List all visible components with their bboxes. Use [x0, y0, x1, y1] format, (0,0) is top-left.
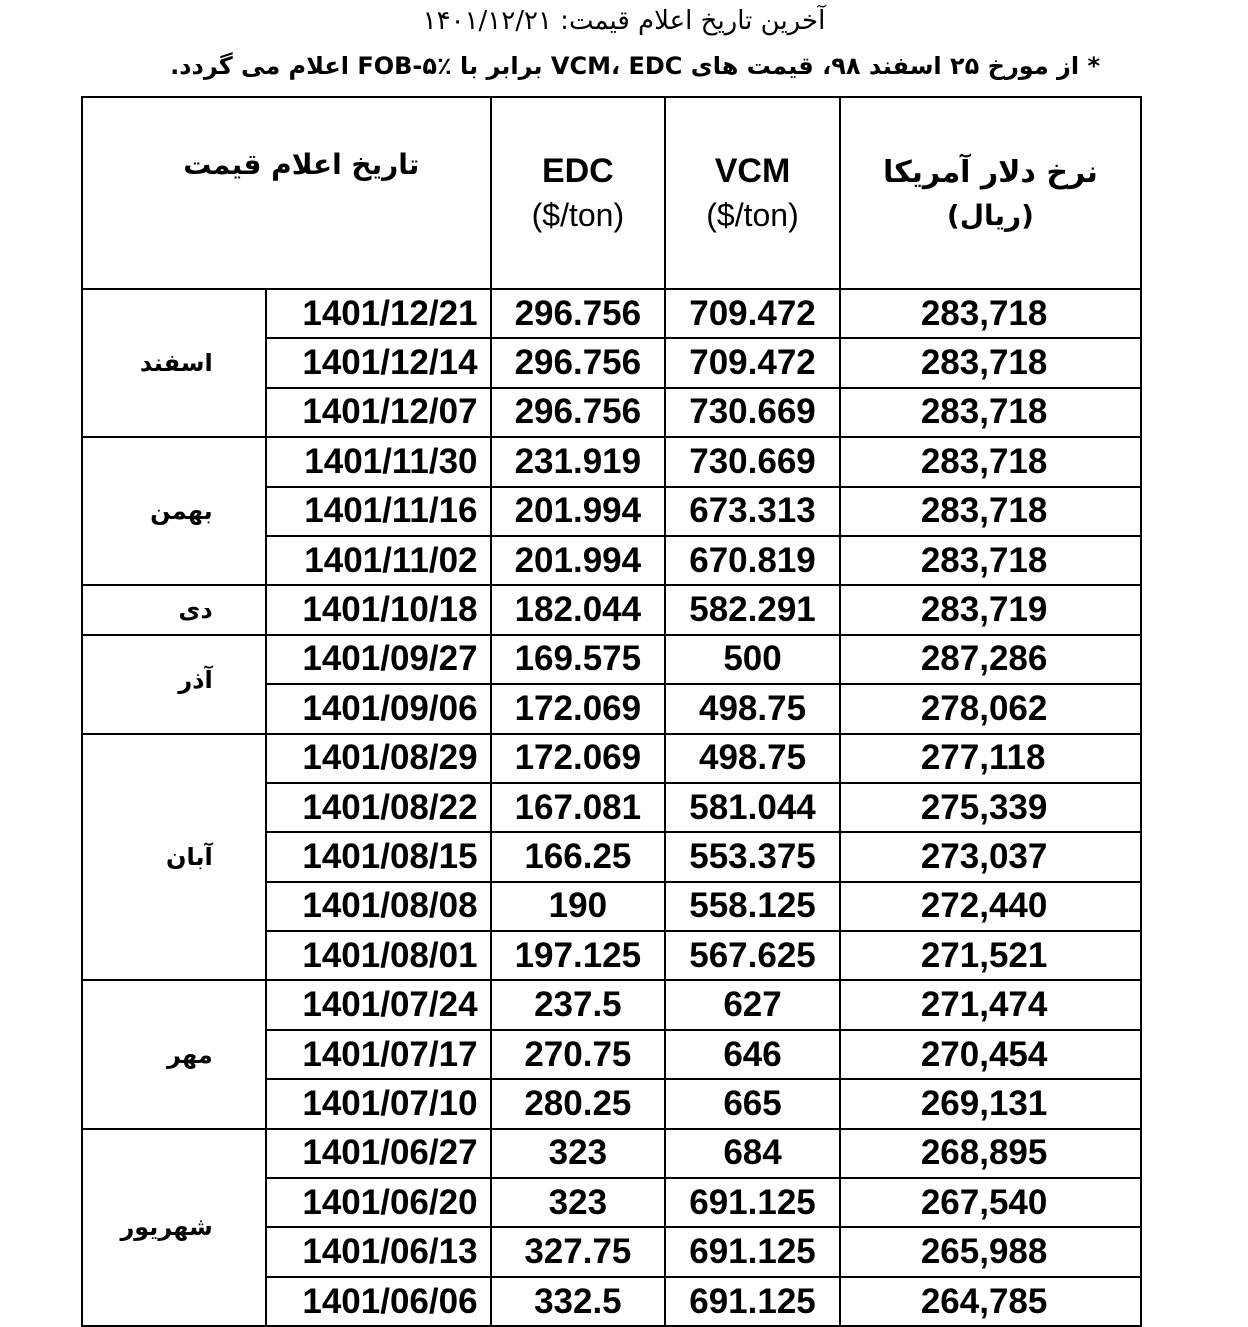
usd-header-title: نرخ دلار آمریکا — [882, 155, 1098, 190]
table-row — [82, 585, 1141, 634]
vcm-price: 673.313 — [665, 487, 840, 536]
announcement-date: 1401/08/29 — [266, 734, 491, 783]
usd-rate: 269,131 — [840, 1079, 1141, 1128]
vcm-price: 691.125 — [665, 1227, 840, 1276]
vcm-price: 581.044 — [665, 783, 840, 832]
announcement-date: 1401/08/15 — [266, 832, 491, 881]
vcm-price: 646 — [665, 1030, 840, 1079]
usd-rate: 267,540 — [840, 1178, 1141, 1227]
edc-price: 201.994 — [491, 487, 666, 536]
usd-rate: 283,718 — [840, 338, 1141, 387]
edc-price: 172.069 — [491, 734, 666, 783]
edc-price: 182.044 — [491, 585, 666, 634]
usd-rate: 277,118 — [840, 734, 1141, 783]
vcm-price: 665 — [665, 1079, 840, 1128]
edc-price: 270.75 — [491, 1030, 666, 1079]
usd-rate: 265,988 — [840, 1227, 1141, 1276]
announcement-date: 1401/11/02 — [266, 536, 491, 585]
vcm-price: 567.625 — [665, 931, 840, 980]
announcement-date: 1401/08/01 — [266, 931, 491, 980]
page-title: آخرین تاریخ اعلام قیمت: ۱۴۰۱/۱۲/۲۱ — [422, 6, 826, 36]
vcm-price: 709.472 — [665, 338, 840, 387]
usd-rate: 283,718 — [840, 437, 1141, 486]
usd-rate: 275,339 — [840, 783, 1141, 832]
usd-rate: 271,474 — [840, 980, 1141, 1029]
edc-price: 166.25 — [491, 832, 666, 881]
vcm-price: 709.472 — [665, 289, 840, 338]
announcement-date: 1401/12/07 — [266, 388, 491, 437]
edc-price: 332.5 — [491, 1277, 666, 1326]
table-row — [82, 734, 1141, 783]
month-label: دی — [82, 585, 266, 634]
vcm-price: 691.125 — [665, 1277, 840, 1326]
usd-rate: 283,718 — [840, 536, 1141, 585]
usd-rate: 271,521 — [840, 931, 1141, 980]
price-table-body — [82, 97, 1141, 1326]
edc-price: 231.919 — [491, 437, 666, 486]
usd-rate: 283,718 — [840, 388, 1141, 437]
vcm-price: 498.75 — [665, 684, 840, 733]
announcement-date: 1401/08/22 — [266, 783, 491, 832]
edc-header-name: EDC — [541, 152, 614, 190]
edc-price: 296.756 — [491, 388, 666, 437]
edc-price: 237.5 — [491, 980, 666, 1029]
edc-price: 296.756 — [491, 338, 666, 387]
announcement-date: 1401/06/06 — [266, 1277, 491, 1326]
edc-price: 172.069 — [491, 684, 666, 733]
usd-rate-column-header — [840, 97, 1141, 289]
vcm-price: 498.75 — [665, 734, 840, 783]
month-label: آبان — [82, 734, 266, 981]
usd-rate: 264,785 — [840, 1277, 1141, 1326]
vcm-price: 684 — [665, 1129, 840, 1178]
vcm-price: 500 — [665, 635, 840, 684]
table-row — [82, 437, 1141, 486]
vcm-price: 691.125 — [665, 1178, 840, 1227]
announcement-date: 1401/06/27 — [266, 1129, 491, 1178]
table-row — [82, 1129, 1141, 1178]
vcm-price: 730.669 — [665, 388, 840, 437]
announcement-date: 1401/06/20 — [266, 1178, 491, 1227]
announcement-date: 1401/09/27 — [266, 635, 491, 684]
announcement-date: 1401/10/18 — [266, 585, 491, 634]
usd-rate: 268,895 — [840, 1129, 1141, 1178]
edc-price: 327.75 — [491, 1227, 666, 1276]
date-column-header: تاریخ اعلام قیمت — [82, 97, 491, 289]
usd-rate: 283,719 — [840, 585, 1141, 634]
price-table — [81, 96, 1142, 1327]
vcm-price: 670.819 — [665, 536, 840, 585]
announcement-date: 1401/11/30 — [266, 437, 491, 486]
edc-price: 323 — [491, 1178, 666, 1227]
usd-rate: 272,440 — [840, 882, 1141, 931]
announcement-date: 1401/06/13 — [266, 1227, 491, 1276]
edc-price: 201.994 — [491, 536, 666, 585]
usd-rate: 283,718 — [840, 487, 1141, 536]
edc-price: 296.756 — [491, 289, 666, 338]
usd-rate: 287,286 — [840, 635, 1141, 684]
vcm-price: 553.375 — [665, 832, 840, 881]
month-label: شهریور — [82, 1129, 266, 1327]
announcement-date: 1401/07/10 — [266, 1079, 491, 1128]
vcm-price: 627 — [665, 980, 840, 1029]
month-label: بهمن — [82, 437, 266, 585]
vcm-price: 582.291 — [665, 585, 840, 634]
vcm-price: 558.125 — [665, 882, 840, 931]
announcement-date: 1401/08/08 — [266, 882, 491, 931]
usd-rate: 270,454 — [840, 1030, 1141, 1079]
edc-price: 167.081 — [491, 783, 666, 832]
month-label: اسفند — [82, 289, 266, 437]
announcement-date: 1401/11/16 — [266, 487, 491, 536]
edc-price: 197.125 — [491, 931, 666, 980]
price-note: * از مورخ ۲۵ اسفند ۹۸، قیمت های VCM، EDC برابر با FOB-۵٪ اعلام می گردد. — [170, 52, 1100, 80]
usd-rate: 278,062 — [840, 684, 1141, 733]
edc-price: 190 — [491, 882, 666, 931]
announcement-date: 1401/07/17 — [266, 1030, 491, 1079]
announcement-date: 1401/12/14 — [266, 338, 491, 387]
edc-header-unit: ($/ton) — [531, 197, 625, 233]
vcm-price: 730.669 — [665, 437, 840, 486]
usd-header-unit: (ریال) — [946, 199, 1034, 232]
edc-price: 280.25 — [491, 1079, 666, 1128]
table-row — [82, 289, 1141, 338]
vcm-column-header — [665, 97, 840, 289]
table-row — [82, 980, 1141, 1029]
vcm-header-name: VCM — [714, 152, 791, 190]
edc-price: 323 — [491, 1129, 666, 1178]
edc-price: 169.575 — [491, 635, 666, 684]
usd-rate: 273,037 — [840, 832, 1141, 881]
usd-rate: 283,718 — [840, 289, 1141, 338]
table-header-row — [82, 97, 1141, 289]
month-label: مهر — [82, 980, 266, 1128]
announcement-date: 1401/12/21 — [266, 289, 491, 338]
edc-column-header — [491, 97, 666, 289]
announcement-date: 1401/09/06 — [266, 684, 491, 733]
month-label: آذر — [82, 635, 266, 734]
announcement-date: 1401/07/24 — [266, 980, 491, 1029]
table-row — [82, 635, 1141, 684]
vcm-header-unit: ($/ton) — [706, 197, 799, 233]
